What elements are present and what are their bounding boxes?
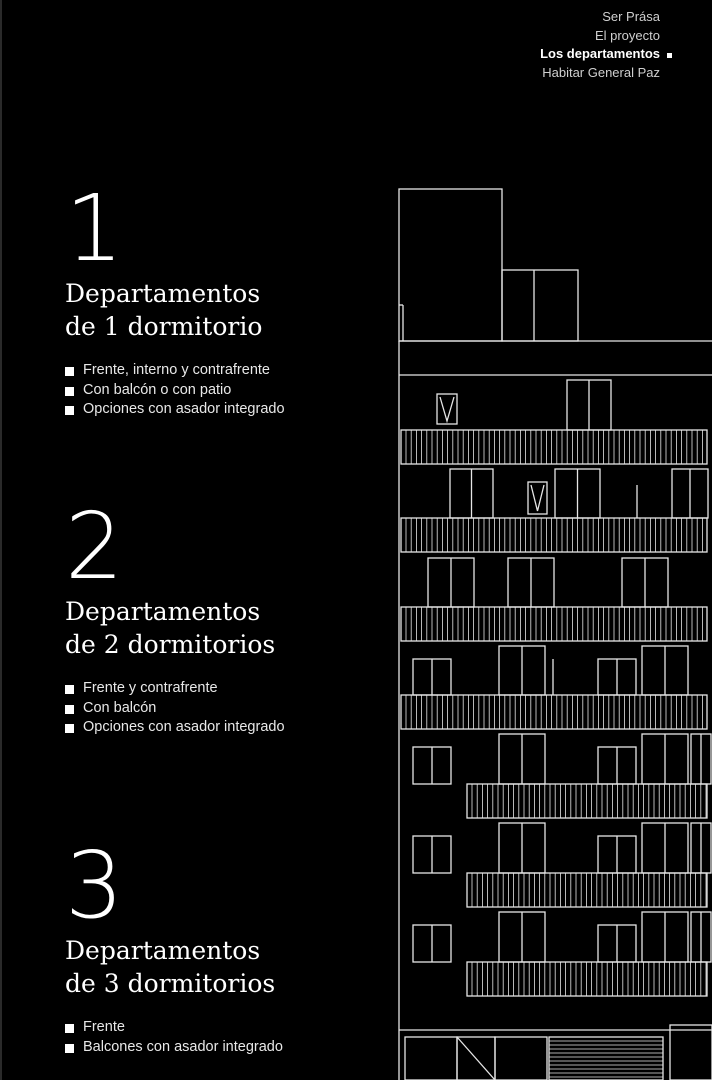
feature-item: Con balcón o con patio xyxy=(65,381,285,401)
nav-item-los-departamentos[interactable]: Los departamentos xyxy=(540,45,660,64)
section-number: 2 xyxy=(65,493,122,600)
section-title-line2: de 2 dormitorios xyxy=(65,630,276,659)
section-3-dormitorios xyxy=(65,832,283,1057)
section-number: 3 xyxy=(65,832,122,939)
roof-volume xyxy=(502,270,578,341)
nav-item-ser-prasa[interactable]: Ser Prása xyxy=(602,9,660,24)
feature-list xyxy=(65,1018,283,1057)
feature-list xyxy=(65,679,285,738)
left-frame-line xyxy=(0,0,2,1080)
section-nav xyxy=(540,8,660,82)
feature-item: Balcones con asador integrado xyxy=(65,1038,283,1058)
feature-item: Frente xyxy=(65,1018,283,1038)
window-vent xyxy=(440,397,454,421)
feature-item: Opciones con asador integrado xyxy=(65,718,285,738)
roof-volume xyxy=(399,189,502,341)
feature-item: Frente y contrafrente xyxy=(65,679,285,699)
section-number: 1 xyxy=(65,175,122,282)
section-title xyxy=(65,277,285,343)
feature-item: Frente, interno y contrafrente xyxy=(65,361,285,381)
entrance-door xyxy=(405,1037,457,1080)
window-vent xyxy=(531,485,544,511)
entrance-detail xyxy=(457,1037,495,1080)
section-2-dormitorios xyxy=(65,493,285,738)
corner-volume xyxy=(670,1025,712,1080)
feature-list xyxy=(65,361,285,420)
garage-door xyxy=(549,1037,663,1080)
section-title-line1: Departamentos xyxy=(65,597,261,626)
section-title-line1: Departamentos xyxy=(65,279,261,308)
feature-item: Opciones con asador integrado xyxy=(65,400,285,420)
shopfront xyxy=(495,1037,547,1080)
building-facade-drawing xyxy=(395,185,712,1080)
nav-item-habitar-general-paz[interactable]: Habitar General Paz xyxy=(542,64,660,80)
section-title xyxy=(65,934,283,1000)
feature-item: Con balcón xyxy=(65,699,285,719)
section-title-line1: Departamentos xyxy=(65,936,261,965)
section-1-dormitorio xyxy=(65,175,285,420)
section-title-line2: de 1 dormitorio xyxy=(65,312,263,341)
section-title-line2: de 3 dormitorios xyxy=(65,969,276,998)
nav-item-el-proyecto[interactable]: El proyecto xyxy=(594,27,660,43)
section-title xyxy=(65,595,285,661)
